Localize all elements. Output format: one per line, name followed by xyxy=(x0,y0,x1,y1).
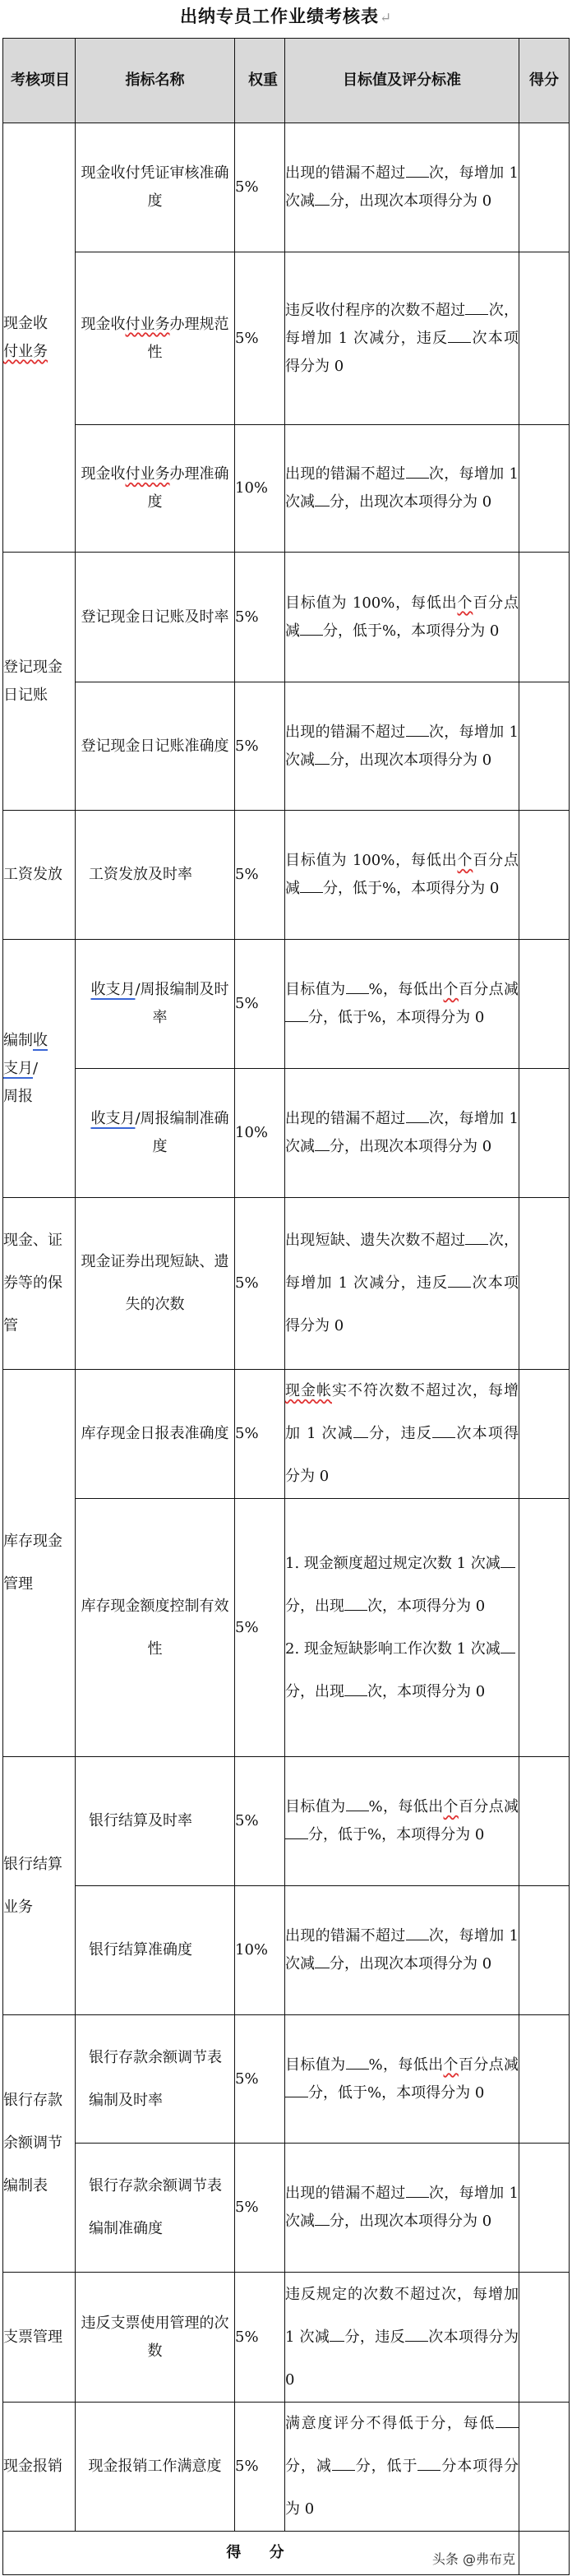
weight-cell: 5% xyxy=(235,682,285,811)
score-input-cell[interactable] xyxy=(519,123,570,252)
table-header-row xyxy=(3,39,570,123)
criteria-cell: 目标值为 %，每低出个百分点减分，低于%，本项得分为 0 xyxy=(285,2015,519,2144)
score-input-cell[interactable] xyxy=(519,2273,570,2403)
table-row xyxy=(3,553,570,682)
indicator-cell: 现金收付凭证审核准确度 xyxy=(76,123,235,252)
document-title xyxy=(0,5,572,29)
weight-cell: 5% xyxy=(235,1757,285,1886)
weight-cell: 10% xyxy=(235,1069,285,1198)
total-score-input-cell[interactable] xyxy=(519,2532,570,2575)
paragraph-mark-icon: ↵ xyxy=(379,9,393,25)
table-row xyxy=(3,425,570,553)
total-score-label: 得 分 xyxy=(226,2544,296,2561)
table-row xyxy=(3,1499,570,1757)
table-row xyxy=(3,1757,570,1886)
table-row xyxy=(3,2015,570,2144)
weight-cell: 5% xyxy=(235,1370,285,1499)
weight-cell: 5% xyxy=(235,123,285,252)
score-input-cell[interactable] xyxy=(519,2015,570,2144)
category-cell: 银行存款余额调节编制表 xyxy=(3,2015,76,2273)
criteria-cell: 出现的错漏不超过 次，每增加 1 次减 分，出现次本项得分为 0 xyxy=(285,2144,519,2273)
criteria-cell: 目标值为 %，每低出个百分点减分，低于%，本项得分为 0 xyxy=(285,1757,519,1886)
score-input-cell[interactable] xyxy=(519,1499,570,1757)
criteria-item: 2. 现金短缺影响工作次数 1 次减分，出现 次，本项得分为 0 xyxy=(285,1628,519,1713)
weight-cell: 5% xyxy=(235,553,285,682)
indicator-cell: 现金收付业务办理准确度 xyxy=(76,425,235,553)
total-score-row xyxy=(3,2532,570,2575)
category-cell: 编制收 支月/ 周报 xyxy=(3,940,76,1198)
weight-cell: 10% xyxy=(235,1886,285,2015)
table-row xyxy=(3,2273,570,2403)
score-input-cell[interactable] xyxy=(519,1198,570,1370)
table-row xyxy=(3,682,570,811)
indicator-cell: 现金报销工作满意度 xyxy=(76,2403,235,2532)
criteria-cell: 满意度评分不得低于分，每低分，减 分，低于 分本项得分为 0 xyxy=(285,2403,519,2532)
table-row xyxy=(3,811,570,940)
weight-cell: 5% xyxy=(235,2273,285,2403)
table-row xyxy=(3,2403,570,2532)
criteria-cell xyxy=(285,1499,519,1757)
criteria-item: 1. 现金额度超过规定次数 1 次减分，出现 次，本项得分为 0 xyxy=(285,1542,519,1628)
score-input-cell[interactable] xyxy=(519,2144,570,2273)
indicator-cell: 银行存款余额调节表编制及时率 xyxy=(76,2015,235,2144)
table-row xyxy=(3,2144,570,2273)
title-text: 出纳专员工作业绩考核表 xyxy=(179,6,379,26)
performance-table xyxy=(2,38,570,2575)
indicator-cell: 库存现金额度控制有效性 xyxy=(76,1499,235,1757)
category-cell: 库存现金管理 xyxy=(3,1370,76,1757)
table-row xyxy=(3,1069,570,1198)
indicator-cell: 银行存款余额调节表编制准确度 xyxy=(76,2144,235,2273)
weight-cell: 5% xyxy=(235,2015,285,2144)
indicator-cell: 库存现金日报表准确度 xyxy=(76,1370,235,1499)
table-row xyxy=(3,1370,570,1499)
criteria-cell: 出现的错漏不超过 次，每增加 1 次减 分，出现次本项得分为 0 xyxy=(285,425,519,553)
criteria-cell: 违反收付程序的次数不超过 次，每增加 1 次减分，违反 次本项得分为 0 xyxy=(285,252,519,425)
header-criteria: 目标值及评分标准 xyxy=(285,39,519,123)
category-cell: 工资发放 xyxy=(3,811,76,940)
table-row xyxy=(3,123,570,252)
category-cell: 登记现金日记账 xyxy=(3,553,76,811)
header-indicator: 指标名称 xyxy=(76,39,235,123)
category-cell: 银行结算业务 xyxy=(3,1757,76,2015)
score-input-cell[interactable] xyxy=(519,553,570,682)
indicator-cell: 工资发放及时率 xyxy=(76,811,235,940)
weight-cell: 5% xyxy=(235,940,285,1069)
category-cell: 现金收 付业务 xyxy=(3,123,76,553)
criteria-cell: 目标值为 %，每低出个百分点减分，低于%，本项得分为 0 xyxy=(285,940,519,1069)
weight-cell: 5% xyxy=(235,2144,285,2273)
score-input-cell[interactable] xyxy=(519,2403,570,2532)
total-score-label-cell xyxy=(3,2532,519,2575)
header-score: 得分 xyxy=(519,39,570,123)
criteria-cell: 目标值为 100%，每低出个百分点减 分，低于%，本项得分为 0 xyxy=(285,553,519,682)
criteria-cell: 现金帐实不符次数不超过次，每增加 1 次减 分，违反 次本项得分为 0 xyxy=(285,1370,519,1499)
indicator-cell: 现金证券出现短缺、遗失的次数 xyxy=(76,1198,235,1370)
score-input-cell[interactable] xyxy=(519,811,570,940)
weight-cell: 5% xyxy=(235,2403,285,2532)
category-cell: 现金报销 xyxy=(3,2403,76,2532)
score-input-cell[interactable] xyxy=(519,682,570,811)
weight-cell: 5% xyxy=(235,1499,285,1757)
category-cell: 支票管理 xyxy=(3,2273,76,2403)
score-input-cell[interactable] xyxy=(519,1370,570,1499)
indicator-cell: 银行结算及时率 xyxy=(76,1757,235,1886)
indicator-cell: 银行结算准确度 xyxy=(76,1886,235,2015)
indicator-cell: 收支月/周报编制准确度 xyxy=(76,1069,235,1198)
header-weight: 权重 xyxy=(235,39,285,123)
header-category: 考核项目 xyxy=(3,39,76,123)
criteria-cell: 出现的错漏不超过 次，每增加 1 次减 分，出现次本项得分为 0 xyxy=(285,1886,519,2015)
indicator-cell: 登记现金日记账及时率 xyxy=(76,553,235,682)
category-cell: 现金、证券等的保管 xyxy=(3,1198,76,1370)
indicator-cell: 现金收付业务办理规范性 xyxy=(76,252,235,425)
weight-cell: 10% xyxy=(235,425,285,553)
weight-cell: 5% xyxy=(235,811,285,940)
indicator-cell: 登记现金日记账准确度 xyxy=(76,682,235,811)
score-input-cell[interactable] xyxy=(519,1886,570,2015)
criteria-cell: 违反规定的次数不超过次，每增加 1 次减 分，违反 次本项得分为 0 xyxy=(285,2273,519,2403)
table-row xyxy=(3,252,570,425)
indicator-cell: 违反支票使用管理的次数 xyxy=(76,2273,235,2403)
score-input-cell[interactable] xyxy=(519,252,570,425)
score-input-cell[interactable] xyxy=(519,1069,570,1198)
table-row xyxy=(3,1886,570,2015)
criteria-cell: 出现短缺、遗失次数不超过 次，每增加 1 次减分，违反 次本项得分为 0 xyxy=(285,1198,519,1370)
watermark: 头条 @弗布克 xyxy=(431,2551,515,2567)
table-row xyxy=(3,1198,570,1370)
score-input-cell[interactable] xyxy=(519,940,570,1069)
indicator-cell: 收支月/周报编制及时率 xyxy=(76,940,235,1069)
weight-cell: 5% xyxy=(235,1198,285,1370)
weight-cell: 5% xyxy=(235,252,285,425)
criteria-cell: 出现的错漏不超过 次，每增加 1 次减 分，出现次本项得分为 0 xyxy=(285,123,519,252)
score-input-cell[interactable] xyxy=(519,425,570,553)
criteria-cell: 目标值为 100%，每低出个百分点减 分，低于%，本项得分为 0 xyxy=(285,811,519,940)
table-row xyxy=(3,940,570,1069)
criteria-cell: 出现的错漏不超过 次，每增加 1 次减 分，出现次本项得分为 0 xyxy=(285,682,519,811)
criteria-cell: 出现的错漏不超过 次，每增加 1 次减 分，出现次本项得分为 0 xyxy=(285,1069,519,1198)
score-input-cell[interactable] xyxy=(519,1757,570,1886)
